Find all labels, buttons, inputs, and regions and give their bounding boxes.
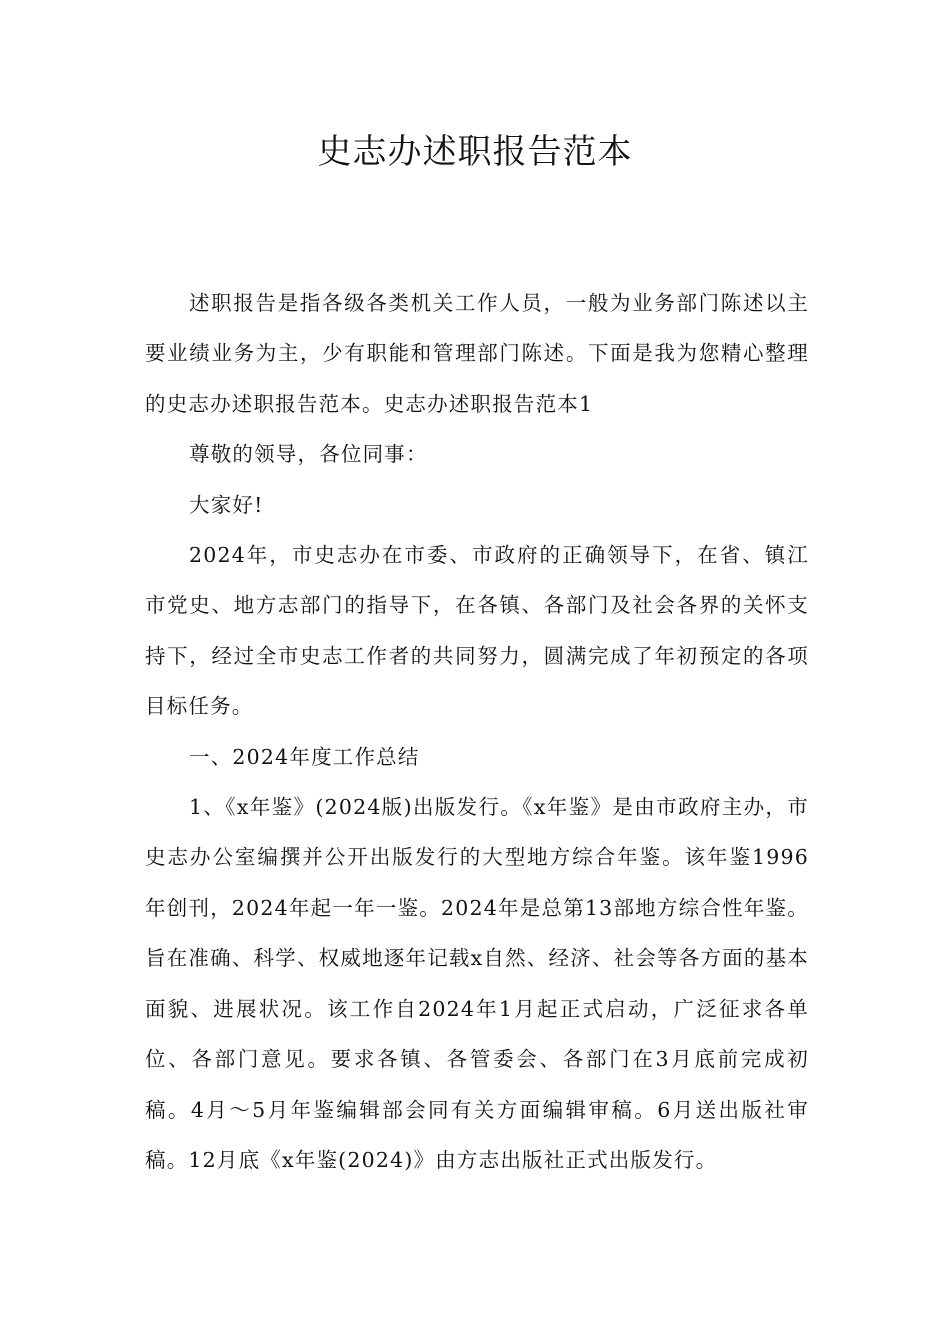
section-heading: 一、2024年度工作总结: [189, 744, 420, 769]
paragraph-yearbook: 1、《x年鉴》(2024版)出版发行。《x年鉴》是由市政府主办，市史志办公室编撰并公开出版发行的大型地方综合年鉴。该年鉴1996年创刊，2024年起一年一鉴。2024年是总第13部地方综合性年鉴。旨在准确、科学、权威地逐年记载x自然、经济、社会等各方面的基本面貌、进展状况。该工作自2024年1月起正式启动，广泛征求各单位、各部门意见。要求各镇、各管委会、各部门在3月底前完成初稿。4月～5月年鉴编辑部会同有关方面编辑审稿。6月送出版社审稿。12月底《x年鉴(2024)》由方志出版社正式出版发行。: [145, 795, 809, 1172]
paragraph-overview: 2024年，市史志办在市委、市政府的正确领导下，在省、镇江市党史、地方志部门的指导下，在各镇、各部门及社会各界的关怀支持下，经过全市史志工作者的共同努力，圆满完成了年初预定的各项目标任务。: [145, 543, 809, 719]
paragraph-intro: 述职报告是指各级各类机关工作人员，一般为业务部门陈述以主要业绩业务为主，少有职能和管理部门陈述。下面是我为您精心整理的史志办述职报告范本。史志办述职报告范本1: [145, 291, 809, 416]
paragraph-greeting: 大家好!: [189, 492, 264, 517]
document-title: 史志办述职报告范本: [317, 132, 633, 172]
paragraph-salutation: 尊敬的领导，各位同事：: [189, 442, 428, 467]
document-body: [145, 278, 809, 1185]
